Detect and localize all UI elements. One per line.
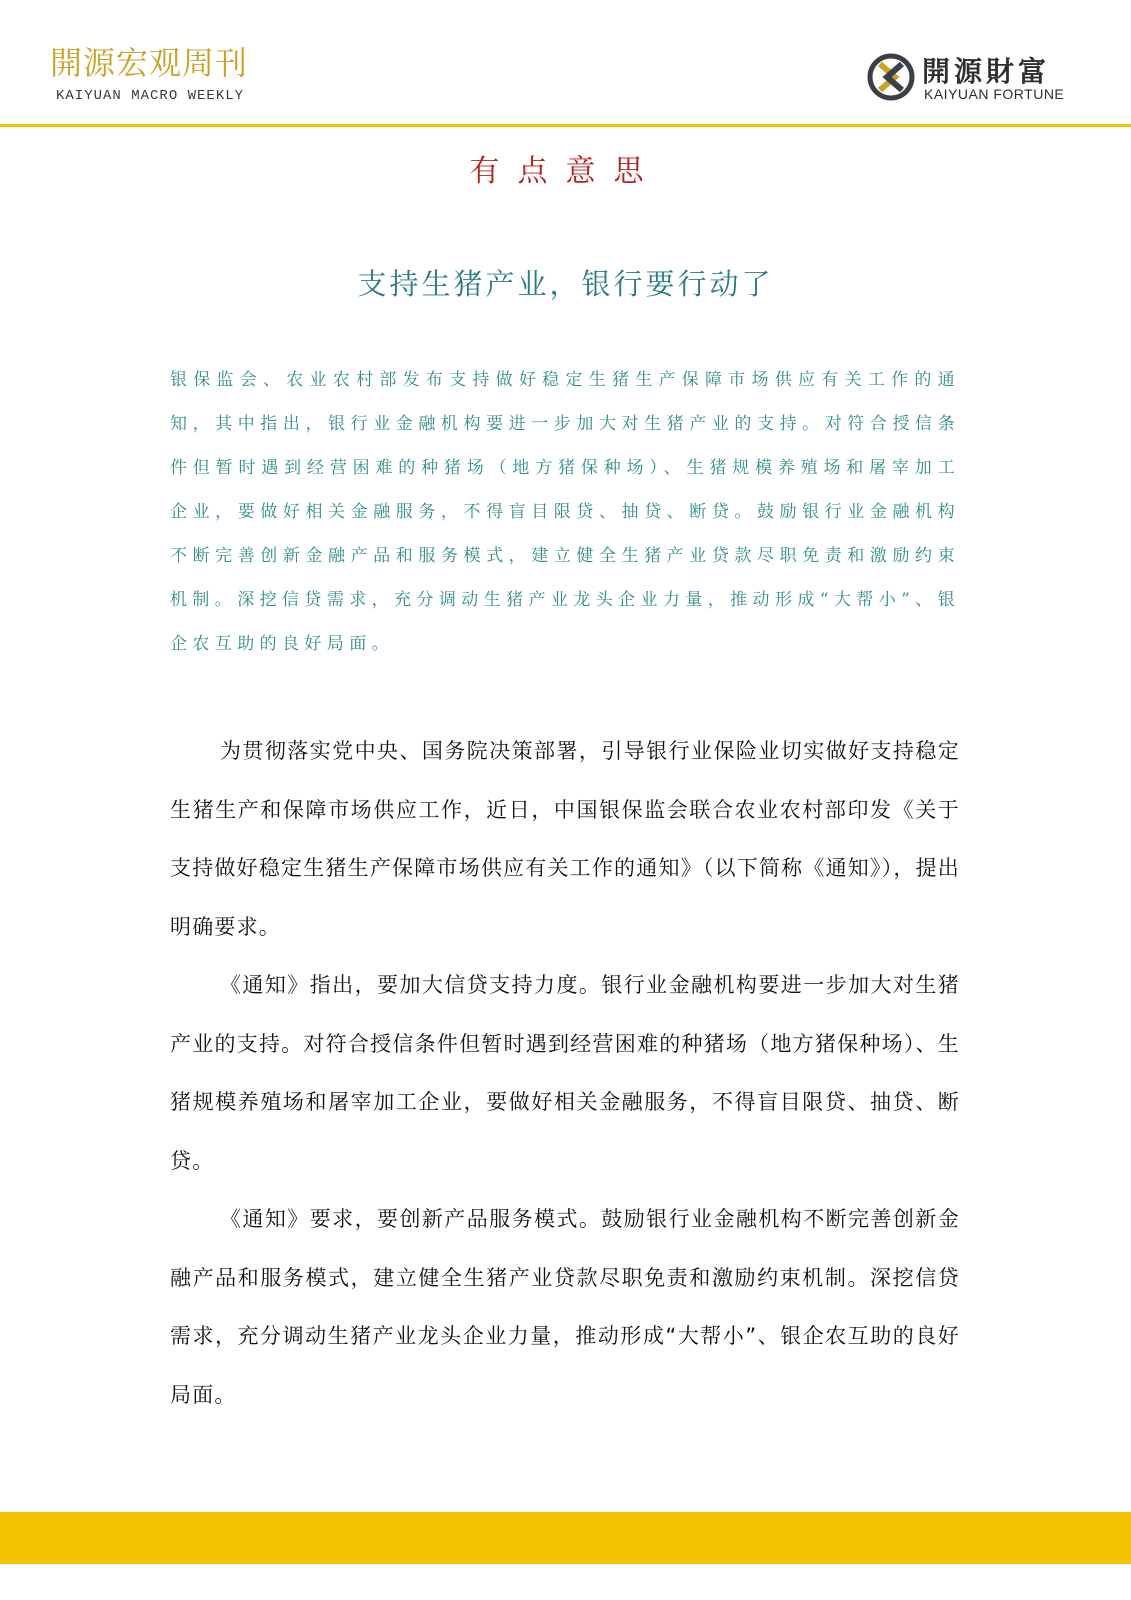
- body-paragraph: 《通知》指出，要加大信贷支持力度。银行业金融机构要进一步加大对生猪产业的支持。对符合授信条件但暂时遇到经营困难的种猪场（地方猪保种场）、生猪规模养殖场和屠宰加工企业，要做好相关金融服务，不得盲目限贷、抽贷、断贷。: [170, 973, 960, 1173]
- publication-title: 開源宏观周刊: [50, 44, 249, 82]
- section-title: 有点意思: [469, 154, 662, 189]
- page-header: [0, 0, 1131, 126]
- body-paragraph: 《通知》要求，要创新产品服务模式。鼓励银行业金融机构不断完善创新金融产品和服务模式，建立健全生猪产业贷款尽职免责和激励约束机制。深挖信贷需求，充分调动生猪产业龙头企业力量，推动形成“大帮小”、银企农互助的良好局面。: [170, 1207, 960, 1407]
- logo-name-en: KAIYUAN FORTUNE: [924, 86, 1065, 102]
- article-body: [170, 722, 960, 1424]
- header-divider: [0, 124, 1131, 127]
- body-paragraph: 为贯彻落实党中央、国务院决策部署，引导银行业保险业切实做好支持稳定生猪生产和保障市场供应工作，近日，中国银保监会联合农业农村部印发《关于支持做好稳定生猪生产保障市场供应有关工作的通知》（以下简称《通知》），提出明确要求。: [170, 739, 960, 939]
- footer-bar: [0, 1512, 1131, 1564]
- kaiyuan-fortune-logo: [866, 50, 1096, 106]
- publication-subtitle: KAIYUAN MACRO WEEKLY: [56, 88, 245, 104]
- article-title: 支持生猪产业，银行要行动了: [357, 267, 774, 301]
- kaiyuan-logo-mark-icon: [866, 52, 916, 102]
- article-summary: 银保监会、农业农村部发布支持做好稳定生猪生产保障市场供应有关工作的通知，其中指出，银行业金融机构要进一步加大对生猪产业的支持。对符合授信条件但暂时遇到经营困难的种猪场（地方猪保种场）、生猪规模养殖场和屠宰加工企业，要做好相关金融服务，不得盲目限贷、抽贷、断贷。鼓励银行业金融机构不断完善创新金融产品和服务模式，建立健全生猪产业贷款尽职免责和激励约束机制。深挖信贷需求，充分调动生猪产业龙头企业力量，推动形成“大帮小”、银企农互助的良好局面。: [170, 370, 960, 654]
- logo-name-cn: 開源財富: [922, 55, 1051, 88]
